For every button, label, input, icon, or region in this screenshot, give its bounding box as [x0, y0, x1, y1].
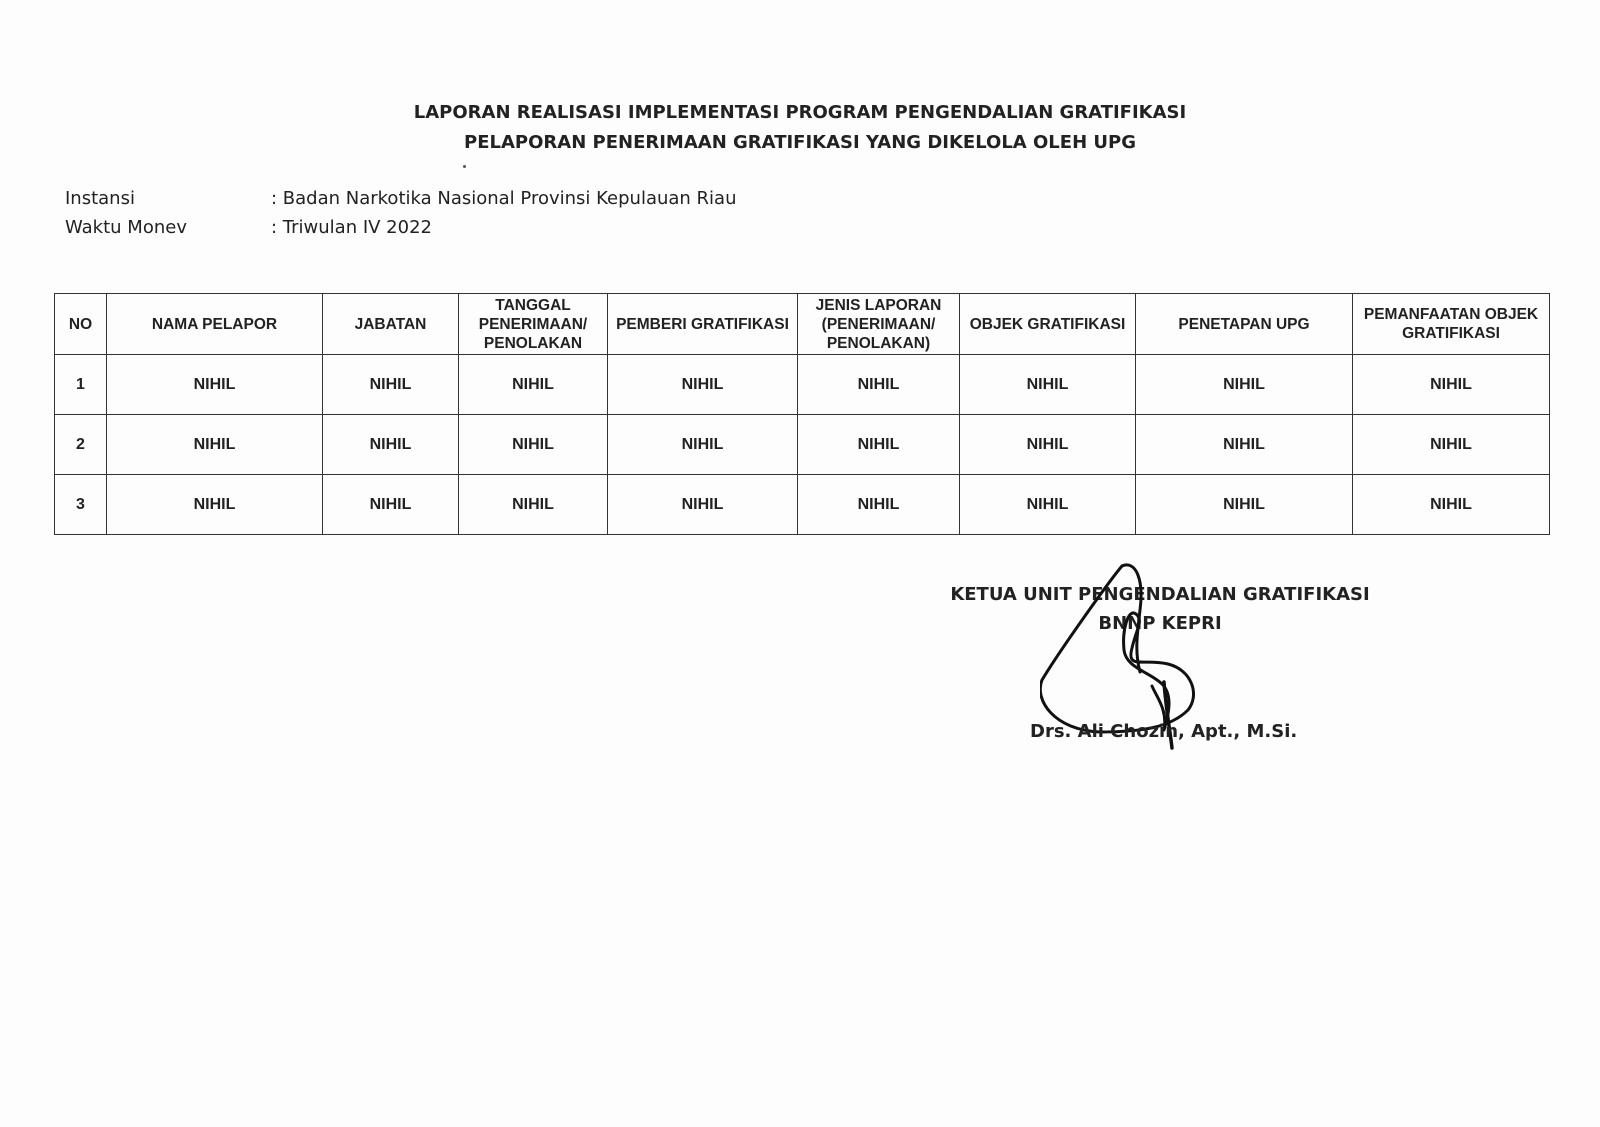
header-jenis-laporan: JENIS LAPORAN (PENERIMAAN/ PENOLAKAN) — [798, 294, 960, 355]
gratification-report-table — [54, 293, 1550, 535]
table-cell: NIHIL — [1136, 475, 1353, 535]
table-cell: NIHIL — [107, 475, 323, 535]
waktu-value: : Triwulan IV 2022 — [271, 217, 432, 238]
meta-row-instansi — [65, 184, 737, 213]
table-row — [55, 415, 1550, 475]
table-cell: NIHIL — [798, 415, 960, 475]
table-cell: NIHIL — [608, 475, 798, 535]
table-cell: NIHIL — [608, 415, 798, 475]
header-tanggal: TANGGAL PENERIMAAN/ PENOLAKAN — [459, 294, 608, 355]
table-cell: NIHIL — [1353, 355, 1550, 415]
table-row — [55, 355, 1550, 415]
table-cell: NIHIL — [323, 355, 459, 415]
table-cell: 3 — [55, 475, 107, 535]
header-pemberi: PEMBERI GRATIFIKASI — [608, 294, 798, 355]
table-cell: NIHIL — [608, 355, 798, 415]
title-line-2: PELAPORAN PENERIMAAN GRATIFIKASI YANG DIKELOLA OLEH UPG — [464, 132, 1136, 153]
header-jabatan: JABATAN — [323, 294, 459, 355]
table-cell: NIHIL — [459, 415, 608, 475]
table-cell: NIHIL — [1353, 415, 1550, 475]
table-cell: NIHIL — [1136, 355, 1353, 415]
table-row — [55, 475, 1550, 535]
waktu-label: Waktu Monev — [65, 217, 187, 238]
instansi-label: Instansi — [65, 188, 135, 209]
table-cell: NIHIL — [459, 475, 608, 535]
table-cell: NIHIL — [960, 475, 1136, 535]
table-cell: NIHIL — [960, 355, 1136, 415]
table-cell: 1 — [55, 355, 107, 415]
table-cell: NIHIL — [960, 415, 1136, 475]
meta-row-waktu — [65, 213, 737, 242]
table-cell: NIHIL — [323, 475, 459, 535]
header-nama-pelapor: NAMA PELAPOR — [107, 294, 323, 355]
table-cell: NIHIL — [1136, 415, 1353, 475]
table-cell: NIHIL — [798, 355, 960, 415]
title-line-1: LAPORAN REALISASI IMPLEMENTASI PROGRAM PENGENDALIAN GRATIFIKASI — [413, 102, 1187, 123]
header-objek: OBJEK GRATIFIKASI — [960, 294, 1136, 355]
table-cell: NIHIL — [798, 475, 960, 535]
table-header-row — [55, 294, 1550, 355]
instansi-value: : Badan Narkotika Nasional Provinsi Kepulauan Riau — [271, 188, 737, 209]
signer-position: KETUA UNIT PENGENDALIAN GRATIFIKASI — [950, 584, 1370, 605]
scan-speck — [463, 165, 466, 168]
signer-name: Drs. Ali Chozin, Apt., M.Si. — [1030, 721, 1298, 742]
report-title — [0, 98, 1600, 158]
table-cell: 2 — [55, 415, 107, 475]
table-cell: NIHIL — [459, 355, 608, 415]
header-pemanfaatan: PEMANFAATAN OBJEK GRATIFIKASI — [1353, 294, 1550, 355]
table-cell: NIHIL — [323, 415, 459, 475]
header-penetapan: PENETAPAN UPG — [1136, 294, 1353, 355]
signer-unit: BNNP KEPRI — [1098, 613, 1222, 634]
table-cell: NIHIL — [107, 415, 323, 475]
table-cell: NIHIL — [1353, 475, 1550, 535]
header-no: NO — [55, 294, 107, 355]
table-cell: NIHIL — [107, 355, 323, 415]
report-meta — [65, 184, 737, 242]
